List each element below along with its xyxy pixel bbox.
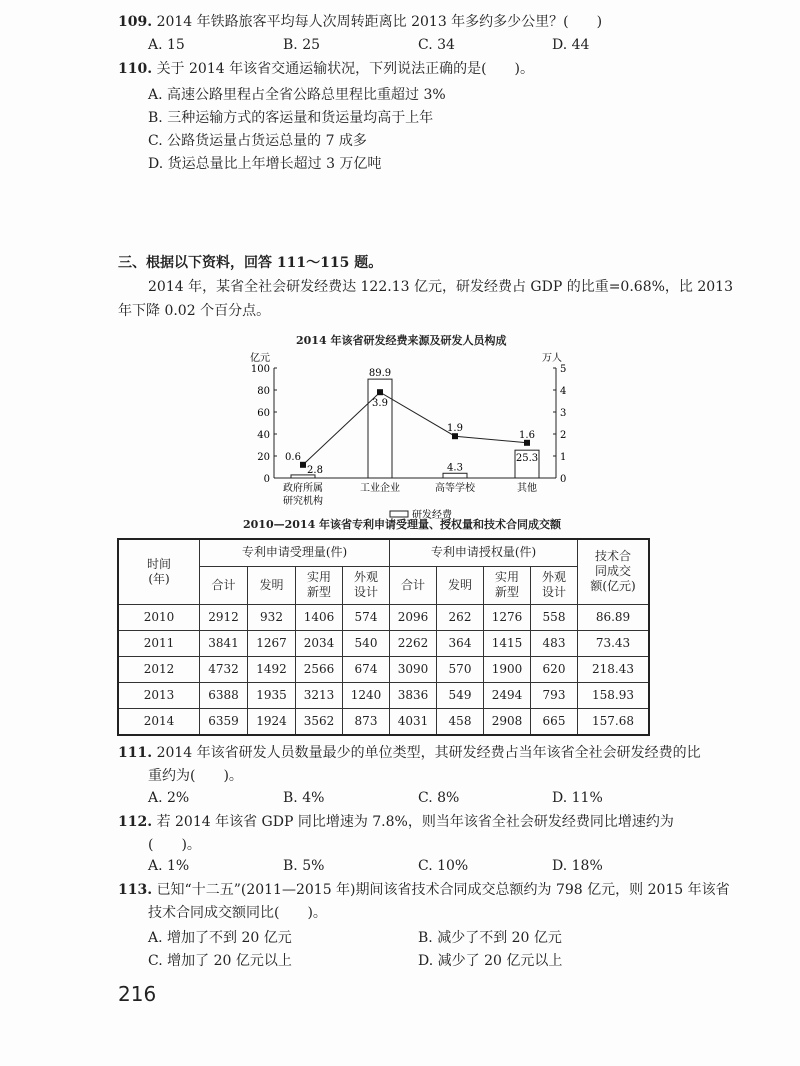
option-b: B. 三种运输方式的客运量和货运量均高于上年 bbox=[148, 110, 434, 126]
table-row bbox=[118, 630, 649, 656]
question-111 bbox=[118, 744, 701, 762]
table-cell: 6359 bbox=[200, 708, 248, 735]
question-112 bbox=[118, 813, 674, 831]
question-110 bbox=[118, 60, 534, 78]
table-row bbox=[118, 682, 649, 708]
question-113 bbox=[118, 881, 730, 899]
table-cell: 2013 bbox=[118, 682, 200, 708]
table-cell: 1924 bbox=[248, 708, 296, 735]
option-a: A. 高速公路里程占全省公路总里程比重超过 3% bbox=[148, 87, 446, 103]
subheader-1: 发明 bbox=[248, 566, 296, 604]
left-tick-label: 100 bbox=[250, 364, 270, 375]
table-cell: 1492 bbox=[248, 656, 296, 682]
left-tick-label: 60 bbox=[257, 408, 270, 419]
chart-title: 2014 年该省研发经费来源及研发人员构成 bbox=[296, 334, 507, 347]
category-label: 其他 bbox=[517, 483, 537, 494]
subheader-3: 外观设计 bbox=[343, 566, 390, 604]
page-number: 216 bbox=[118, 982, 157, 1006]
subheader-1: 发明 bbox=[437, 566, 484, 604]
line-point-1 bbox=[377, 389, 383, 395]
subheader-0: 合计 bbox=[390, 566, 437, 604]
table-cell: 6388 bbox=[200, 682, 248, 708]
option-d: D. 11% bbox=[552, 790, 603, 806]
table-cell: 3090 bbox=[390, 656, 437, 682]
right-tick-label: 0 bbox=[560, 474, 567, 485]
question-text: 技术合同成交额同比( )。 bbox=[148, 905, 327, 921]
right-tick-label: 2 bbox=[560, 430, 567, 441]
question-number: 111. bbox=[118, 745, 153, 761]
question-number: 109. bbox=[118, 14, 153, 30]
table-row bbox=[118, 604, 649, 630]
table-cell: 1406 bbox=[296, 604, 343, 630]
line-label: 1.9 bbox=[447, 423, 463, 435]
right-axis-label: 万人 bbox=[542, 353, 562, 364]
table-cell: 2010 bbox=[118, 604, 200, 630]
right-tick-label: 5 bbox=[560, 364, 567, 375]
bar-label: 25.3 bbox=[515, 453, 539, 465]
category-label: 高等学校 bbox=[435, 483, 475, 494]
table-cell: 158.93 bbox=[578, 682, 650, 708]
question-109 bbox=[118, 13, 602, 31]
right-tick-label: 3 bbox=[560, 408, 567, 419]
table-cell: 1276 bbox=[484, 604, 531, 630]
table-cell: 86.89 bbox=[578, 604, 650, 630]
table-cell: 364 bbox=[437, 630, 484, 656]
table-cell: 2011 bbox=[118, 630, 200, 656]
table-cell: 932 bbox=[248, 604, 296, 630]
legend-label: 研发经费 bbox=[412, 510, 452, 521]
table-title: 2010—2014 年该省专利申请受理量、授权量和技术合同成交额 bbox=[243, 518, 562, 531]
option-c: C. 公路货运量占货运总量的 7 成多 bbox=[148, 133, 367, 149]
table-cell: 574 bbox=[343, 604, 390, 630]
left-tick-label: 80 bbox=[257, 386, 270, 397]
left-tick-label: 20 bbox=[257, 452, 270, 463]
option-d: D. 货运总量比上年增长超过 3 万亿吨 bbox=[148, 156, 382, 172]
table-cell: 2096 bbox=[390, 604, 437, 630]
bar-label: 2.8 bbox=[307, 464, 323, 476]
option-c: C. 10% bbox=[418, 858, 469, 874]
question-text: ( )。 bbox=[148, 837, 201, 853]
left-tick-label: 40 bbox=[257, 430, 270, 441]
bar-label: 89.9 bbox=[368, 368, 392, 380]
table-cell: 1935 bbox=[248, 682, 296, 708]
line-label: 3.9 bbox=[372, 398, 388, 410]
paragraph-line: 年下降 0.02 个百分点。 bbox=[118, 303, 271, 319]
table-cell: 483 bbox=[531, 630, 578, 656]
table-cell: 620 bbox=[531, 656, 578, 682]
table-cell: 2908 bbox=[484, 708, 531, 735]
table-cell: 3836 bbox=[390, 682, 437, 708]
option-b: B. 减少了不到 20 亿元 bbox=[418, 930, 562, 946]
table-cell: 3841 bbox=[200, 630, 248, 656]
table-cell: 458 bbox=[437, 708, 484, 735]
table-cell: 1900 bbox=[484, 656, 531, 682]
table-cell: 2012 bbox=[118, 656, 200, 682]
table-row bbox=[118, 656, 649, 682]
header-applications: 专利申请受理量(件) bbox=[200, 539, 390, 566]
table-cell: 1267 bbox=[248, 630, 296, 656]
subheader-2: 实用新型 bbox=[296, 566, 343, 604]
option-c: C. 8% bbox=[418, 790, 460, 806]
table-cell: 73.43 bbox=[578, 630, 650, 656]
option-d: D. 18% bbox=[552, 858, 603, 874]
table-cell: 3562 bbox=[296, 708, 343, 735]
patent-table bbox=[117, 538, 650, 736]
line-series bbox=[303, 392, 527, 465]
question-text: 2014 年铁路旅客平均每人次周转距离比 2013 年多约多少公里？( ) bbox=[156, 14, 603, 30]
right-tick-label: 1 bbox=[560, 452, 567, 463]
question-text: 关于 2014 年该省交通运输状况，下列说法正确的是( )。 bbox=[156, 61, 535, 77]
option-b: B. 4% bbox=[283, 790, 325, 806]
option-d: D. 44 bbox=[552, 37, 590, 53]
subheader-2: 实用新型 bbox=[484, 566, 531, 604]
table-cell: 2014 bbox=[118, 708, 200, 735]
question-text: 若 2014 年该省 GDP 同比增速为 7.8%，则当年该省全社会研发经费同比增速约为 bbox=[156, 814, 674, 830]
table-cell: 218.43 bbox=[578, 656, 650, 682]
option-a: A. 15 bbox=[148, 37, 185, 53]
question-text: 重约为( )。 bbox=[148, 768, 243, 784]
table-cell: 674 bbox=[343, 656, 390, 682]
table-cell: 2034 bbox=[296, 630, 343, 656]
table-cell: 540 bbox=[343, 630, 390, 656]
section-title: 三、根据以下资料，回答 111～115 题。 bbox=[118, 255, 383, 271]
option-a: A. 2% bbox=[148, 790, 190, 806]
header-tech-contract: 技术合 同成交 额(亿元) bbox=[578, 539, 650, 604]
header-time: 时间 (年) bbox=[118, 539, 200, 604]
table-cell: 262 bbox=[437, 604, 484, 630]
question-number: 110. bbox=[118, 61, 153, 77]
table-cell: 665 bbox=[531, 708, 578, 735]
option-c: C. 增加了 20 亿元以上 bbox=[148, 953, 292, 969]
right-tick-label: 4 bbox=[560, 386, 567, 397]
option-b: B. 5% bbox=[283, 858, 325, 874]
bar-2 bbox=[443, 473, 467, 478]
table-row bbox=[118, 708, 649, 735]
rd-chart bbox=[240, 345, 600, 523]
table-cell: 549 bbox=[437, 682, 484, 708]
bar-label: 4.3 bbox=[447, 462, 463, 474]
paragraph-line: 2014 年，某省全社会研发经费达 122.13 亿元，研发经费占 GDP 的比重=0.68%，比 2013 bbox=[148, 279, 733, 295]
option-d: D. 减少了 20 亿元以上 bbox=[418, 953, 563, 969]
table-cell: 2262 bbox=[390, 630, 437, 656]
question-text: 2014 年该省研发人员数量最少的单位类型，其研发经费占当年该省全社会研发经费的比 bbox=[156, 745, 701, 761]
header-grants: 专利申请授权量(件) bbox=[390, 539, 578, 566]
category-label: 工业企业 bbox=[360, 483, 400, 494]
table-cell: 157.68 bbox=[578, 708, 650, 735]
table-cell: 4732 bbox=[200, 656, 248, 682]
option-b: B. 25 bbox=[283, 37, 321, 53]
table-cell: 3213 bbox=[296, 682, 343, 708]
option-c: C. 34 bbox=[418, 37, 455, 53]
line-label: 1.6 bbox=[519, 429, 535, 441]
table-cell: 1240 bbox=[343, 682, 390, 708]
category-label: 政府所属 bbox=[283, 483, 323, 494]
question-number: 113. bbox=[118, 882, 153, 898]
line-label: 0.6 bbox=[285, 451, 301, 463]
left-tick-label: 0 bbox=[263, 474, 270, 485]
question-text: 已知“十二五”(2011—2015 年)期间该省技术合同成交总额约为 798 亿元，则 2015 年该省 bbox=[156, 882, 730, 898]
table-cell: 793 bbox=[531, 682, 578, 708]
question-number: 112. bbox=[118, 814, 153, 830]
table-cell: 2566 bbox=[296, 656, 343, 682]
category-label: 研究机构 bbox=[283, 496, 323, 507]
subheader-0: 合计 bbox=[200, 566, 248, 604]
subheader-3: 外观设计 bbox=[531, 566, 578, 604]
table-cell: 2494 bbox=[484, 682, 531, 708]
left-axis-label: 亿元 bbox=[250, 353, 270, 364]
option-a: A. 增加了不到 20 亿元 bbox=[148, 930, 292, 946]
table-cell: 1415 bbox=[484, 630, 531, 656]
option-a: A. 1% bbox=[148, 858, 190, 874]
table-cell: 4031 bbox=[390, 708, 437, 735]
table-cell: 570 bbox=[437, 656, 484, 682]
table-cell: 558 bbox=[531, 604, 578, 630]
table-cell: 2912 bbox=[200, 604, 248, 630]
table-cell: 873 bbox=[343, 708, 390, 735]
